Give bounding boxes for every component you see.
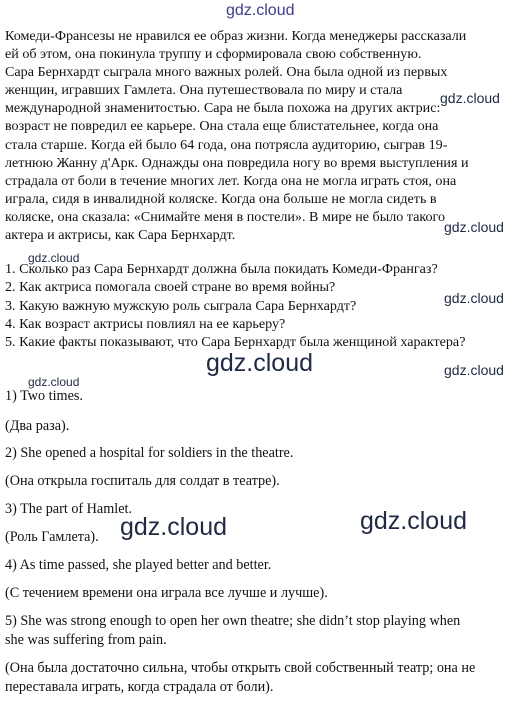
text-line: актера и актрисы, как Сара Бернхардт. xyxy=(5,227,236,244)
text-line: женщин, игравших Гамлета. Она путешествовала по миру и стала xyxy=(5,82,403,99)
questions-list xyxy=(5,260,521,351)
watermark: gdz.cloud xyxy=(28,251,80,265)
russian-text-paragraph xyxy=(5,27,521,244)
watermark: gdz.cloud xyxy=(444,362,504,378)
answer-line: 1) Two times. xyxy=(5,388,83,404)
answer-line: (Она открыла госпиталь для солдат в театре). xyxy=(5,473,280,489)
text-line: ей об этом, она покинула труппу и сформировала свою собственную. xyxy=(5,46,422,63)
text-line: Сара Бернхардт сыграла много важных ролей. Она была одной из первых xyxy=(5,64,448,81)
answer-line: (Роль Гамлета). xyxy=(5,529,99,545)
watermark: gdz.cloud xyxy=(440,90,500,106)
watermark: gdz.cloud xyxy=(444,219,504,235)
question-item: 4. Как возраст актрисы повлиял на ее карьеру? xyxy=(5,315,286,332)
question-item: 5. Какие факты показывают, что Сара Бернхардт была женщиной характера? xyxy=(5,334,466,351)
text-line: стала старше. Когда ей было 64 года, она потрясла аудиторию, сыграв 19- xyxy=(5,136,448,153)
answer-line: she was suffering from pain. xyxy=(5,632,167,648)
text-line: летнюю Жанну д'Арк. Однажды она повредила ногу во время выступления и xyxy=(5,154,469,171)
question-item: 2. Как актриса помогала своей стране во время войны? xyxy=(5,279,336,296)
text-line: играла, сидя в инвалидной коляске. Когда она больше не могла сидеть в xyxy=(5,190,437,207)
answer-line: 5) She was strong enough to open her own theatre; she didn’t stop playing when xyxy=(5,613,461,629)
question-item: 1. Сколько раз Сара Бернхардт должна была покидать Комеди-Франгаз? xyxy=(5,261,438,277)
watermark-large: gdz.cloud xyxy=(206,349,314,377)
text-line: страдала от боли в течение многих лет. Когда она не могла играть стоя, она xyxy=(5,172,457,189)
watermark-large: gdz.cloud xyxy=(360,507,468,535)
answer-line: 3) The part of Hamlet. xyxy=(5,501,132,517)
watermark-top: gdz.cloud xyxy=(226,2,295,19)
text-line: коляске, она сказала: «Снимайте меня в постели». В мире не было такого xyxy=(5,208,446,225)
text-line: возраст не повредил ее карьере. Она стала еще блистательнее, когда она xyxy=(5,118,439,135)
answer-line: (Она была достаточно сильна, чтобы открыть свой собственный театр; она не xyxy=(5,660,476,676)
watermark: gdz.cloud xyxy=(444,290,504,306)
text-line: Комеди-Франсезы не нравился ее образ жизни. Когда менеджеры рассказали xyxy=(5,28,467,44)
watermark-large: gdz.cloud xyxy=(120,513,228,541)
answer-line: 4) As time passed, she played better and better. xyxy=(5,557,272,573)
answer-line: 2) She opened a hospital for soldiers in the theatre. xyxy=(5,445,294,461)
text-line: международной знаменитостью. Сара не была похожа на других актрис: xyxy=(5,100,441,117)
answer-line: (Два раза). xyxy=(5,418,70,434)
question-item: 3. Какую важную мужскую роль сыграла Сара Бернхардт? xyxy=(5,297,357,314)
answer-line: переставала играть, когда страдала от боли). xyxy=(5,679,274,695)
answer-line: (С течением времени она играла все лучше и лучше). xyxy=(5,585,328,601)
watermark: gdz.cloud xyxy=(28,375,80,389)
